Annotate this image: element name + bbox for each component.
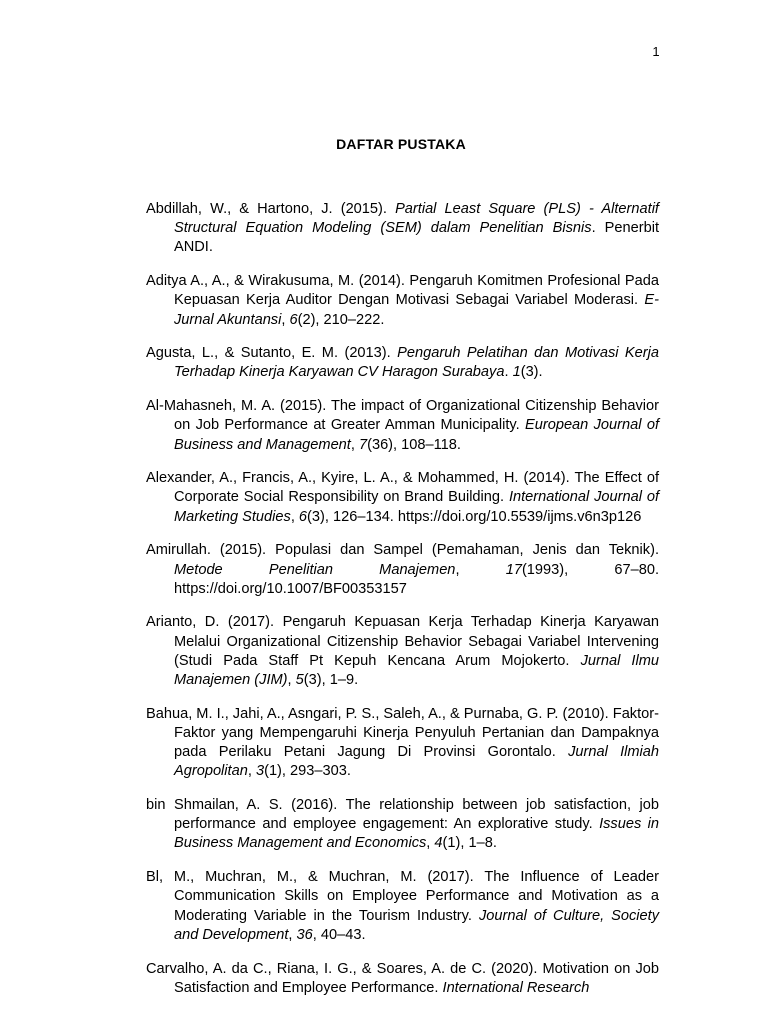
reference-italic-text: International Journal of Marketing Studies — [174, 489, 659, 525]
reference-italic-text: Journal of Culture, Society and Development — [174, 907, 660, 943]
reference-text: , — [247, 763, 256, 780]
reference-entry — [146, 705, 659, 782]
reference-italic-text: Metode Penelitian Manajemen — [174, 561, 456, 578]
reference-italic-text: 4 — [434, 835, 443, 852]
reference-text: , 40–43. — [312, 926, 366, 943]
reference-text: (2), 210–222. — [297, 311, 385, 328]
reference-text: Al-Mahasneh, M. A. (2015). The impact of Organizational Citizenship Behavior on Job Performance at Greater Amman Municipality. — [146, 398, 659, 434]
reference-italic-text: 1 — [512, 364, 521, 381]
reference-text: Bahua, M. I., Jahi, A., Asngari, P. S., Saleh, A., & Purnaba, G. P. (2010). Faktor-Faktor yang Mempengaruhi Kinerja Penyuluh Pertanian dan Dampaknya pada Perilaku Petani Jagung Di Provinsi Gorontalo. — [146, 705, 659, 761]
reference-italic-text: 3 — [255, 763, 265, 780]
reference-text: (3). — [520, 364, 543, 381]
reference-entry — [146, 200, 659, 258]
reference-entry — [146, 541, 659, 599]
page-title: DAFTAR PUSTAKA — [336, 136, 466, 152]
reference-italic-text: Jurnal Ilmu Manajemen (JIM) — [174, 652, 659, 689]
reference-italic-text: 17 — [505, 561, 522, 578]
reference-text: (3), 1–9. — [303, 672, 359, 689]
reference-entry — [146, 868, 659, 945]
reference-italic-text: Partial Least Square (PLS) - Alternatif Structural Equation Modeling (SEM) dalam Penelitian Bisnis — [174, 201, 659, 237]
reference-text: (1), 293–303. — [264, 763, 351, 780]
reference-text: . Penerbit ANDI. — [174, 220, 659, 256]
reference-text: , — [455, 561, 506, 578]
reference-text: Agusta, L., & Sutanto, E. M. (2013). — [146, 345, 398, 362]
reference-entry — [146, 272, 659, 330]
reference-entry — [146, 397, 659, 455]
reference-italic-text: 6 — [298, 508, 308, 525]
reference-text: Aditya A., A., & Wirakusuma, M. (2014). Pengaruh Komitmen Profesional Pada Kepuasan Kerja Auditor Dengan Motivasi Sebagai Variabel Moderasi. — [146, 273, 659, 309]
reference-text: Alexander, A., Francis, A., Kyire, L. A., & Mohammed, H. (2014). The Effect of Corporate Social Responsibility on Brand Building. — [146, 470, 659, 506]
reference-text: . — [504, 364, 513, 381]
reference-italic-text: International Research — [442, 979, 590, 996]
reference-entry — [146, 960, 659, 998]
reference-text: bin Shmailan, A. S. (2016). The relationship between job satisfaction, job performance and employee engagement: An explorative study. — [146, 797, 659, 833]
reference-italic-text: 7 — [358, 436, 368, 453]
reference-italic-text: 5 — [295, 672, 304, 689]
reference-italic-text: Pengaruh Pelatihan dan Motivasi Kerja Terhadap Kinerja Karyawan CV Haragon Surabaya — [174, 345, 659, 381]
reference-text: Bl, M., Muchran, M., & Muchran, M. (2017). The Influence of Leader Communication Skills on Employee Performance and Motivation as a Moderating Variable in the Tourism Industry. — [146, 869, 659, 924]
reference-text: (36), 108–118. — [367, 436, 461, 453]
reference-text: Arianto, D. (2017). Pengaruh Kepuasan Kerja Terhadap Kinerja Karyawan Melalui Organizational Citizenship Behavior Sebagai Variabel Intervening (Studi Pada Staff Pt Kepuh Kencana Arum Mojokerto. — [146, 614, 659, 669]
reference-entry — [146, 613, 659, 690]
reference-italic-text: Jurnal Ilmiah Agropolitan — [174, 744, 659, 780]
reference-text: , — [288, 926, 297, 943]
reference-text: Carvalho, A. da C., Riana, I. G., & Soares, A. de C. (2020). Motivation on Job Satisfaction and Employee Performance. — [146, 960, 659, 996]
reference-text: (1), 1–8. — [442, 835, 497, 852]
reference-entry — [146, 796, 659, 854]
reference-text: (1993), 67–80. https://doi.org/10.1007/BF00353157 — [174, 561, 660, 597]
reference-list — [146, 200, 659, 1012]
reference-italic-text: E-Jurnal Akuntansi — [174, 292, 659, 328]
reference-text: (3), 126–134. https://doi.org/10.5539/ijms.v6n3p126 — [307, 508, 642, 525]
reference-text: , — [426, 835, 435, 852]
reference-entry — [146, 469, 659, 527]
reference-text: Abdillah, W., & Hartono, J. (2015). — [146, 201, 396, 217]
reference-italic-text: 6 — [289, 311, 298, 328]
reference-italic-text: 36 — [296, 926, 313, 943]
reference-text: , — [287, 672, 296, 689]
reference-italic-text: European Journal of Business and Management — [174, 417, 659, 453]
page-number: 1 — [652, 44, 660, 59]
reference-text: Amirullah. (2015). Populasi dan Sampel (Pemahaman, Jenis dan Teknik). — [146, 542, 659, 559]
reference-text: , — [281, 311, 290, 328]
reference-italic-text: Issues in Business Management and Economics — [174, 816, 660, 852]
reference-entry — [146, 344, 659, 382]
reference-text: , — [290, 508, 299, 525]
reference-text: , — [350, 436, 359, 453]
